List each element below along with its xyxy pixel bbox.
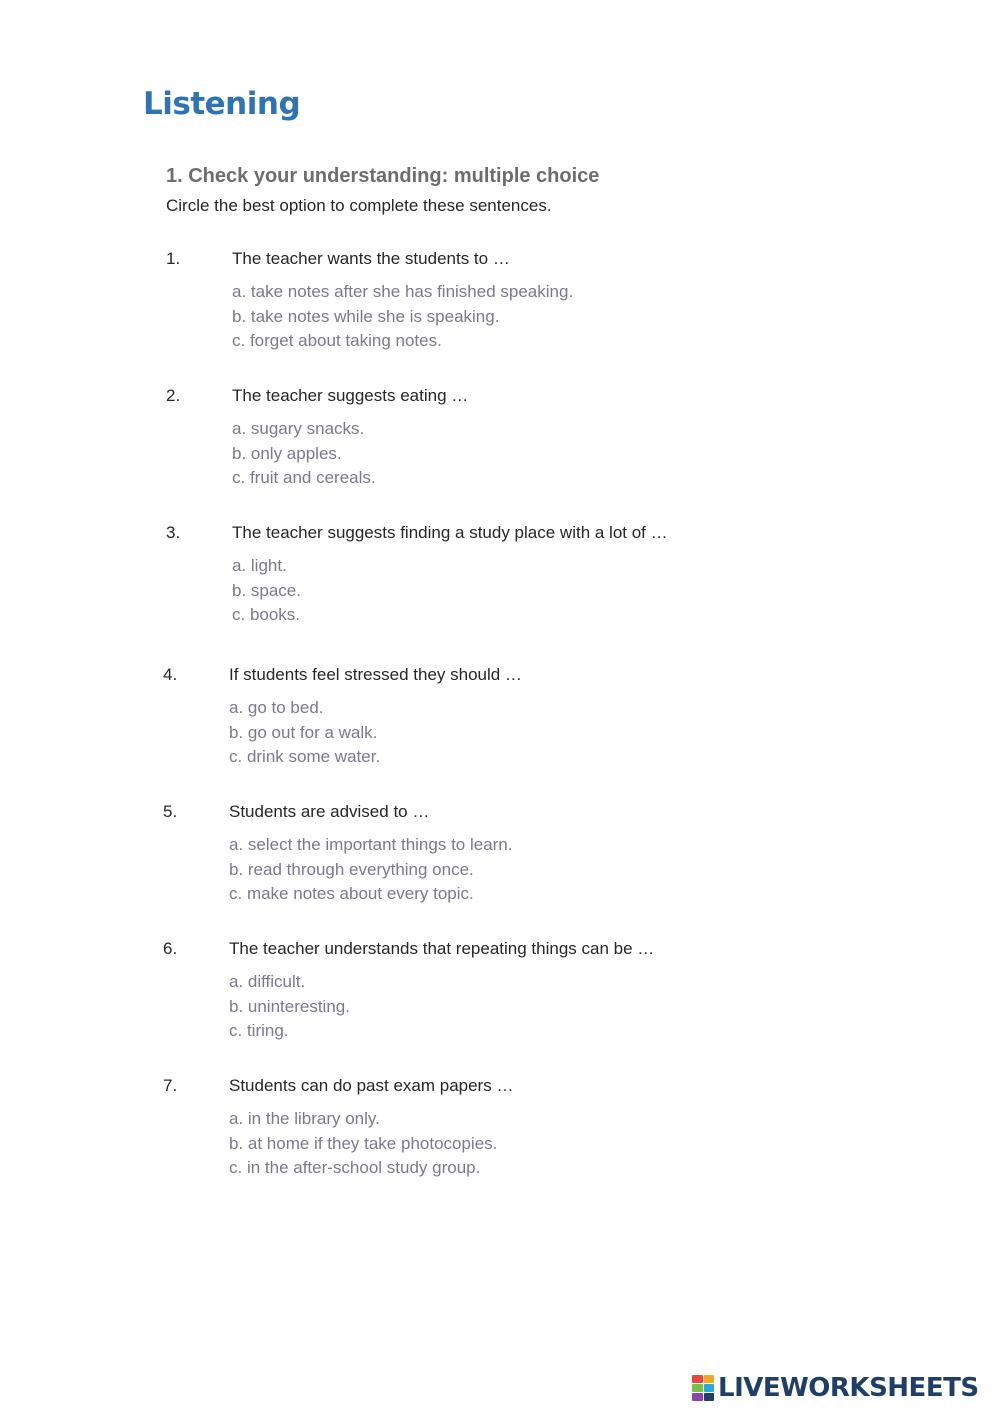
option-c[interactable]: c. forget about taking notes. [232, 331, 442, 350]
question-text: The teacher understands that repeating things can be … [229, 939, 655, 958]
question-number: 6. [163, 939, 178, 958]
question-number: 1. [166, 249, 181, 268]
option-b[interactable]: b. at home if they take photocopies. [229, 1133, 498, 1153]
option-b[interactable]: b. go out for a walk. [229, 722, 378, 742]
option-list [229, 970, 350, 1044]
option-a[interactable]: a. sugary snacks. [232, 419, 365, 438]
option-list [229, 833, 513, 907]
option-list [232, 280, 573, 354]
liveworksheets-logo-icon [692, 1375, 714, 1401]
question-number: 7. [163, 1076, 178, 1095]
brand-text: LIVEWORKSHEETS [718, 1373, 979, 1403]
question-text: The teacher wants the students to … [232, 249, 510, 268]
page-title: Listening [143, 86, 301, 122]
section-heading: 1. Check your understanding: multiple choice [166, 165, 600, 187]
question-text: Students are advised to … [229, 802, 430, 821]
question-number: 3. [166, 523, 181, 542]
option-a[interactable]: a. select the important things to learn. [229, 835, 513, 854]
option-list [229, 1107, 497, 1181]
question-text: The teacher suggests finding a study place with a lot of … [232, 523, 668, 542]
question-text: If students feel stressed they should … [229, 665, 522, 684]
option-a[interactable]: a. difficult. [229, 972, 306, 991]
instruction-text: Circle the best option to complete these sentences. [166, 196, 552, 215]
question-text: The teacher suggests eating … [232, 386, 469, 405]
option-b[interactable]: b. read through everything once. [229, 859, 474, 879]
option-b[interactable]: b. space. [232, 580, 301, 600]
question-number: 2. [166, 386, 181, 405]
option-a[interactable]: a. light. [232, 556, 287, 575]
option-c[interactable]: c. tiring. [229, 1021, 289, 1040]
option-a[interactable]: a. go to bed. [229, 698, 324, 717]
option-b[interactable]: b. only apples. [232, 443, 342, 463]
option-a[interactable]: a. in the library only. [229, 1109, 380, 1128]
option-c[interactable]: c. books. [232, 605, 301, 624]
question-text: Students can do past exam papers … [229, 1076, 514, 1095]
option-a[interactable]: a. take notes after she has finished speaking. [232, 282, 574, 301]
option-list [232, 417, 376, 491]
option-c[interactable]: c. drink some water. [229, 747, 381, 766]
option-c[interactable]: c. fruit and cereals. [232, 468, 376, 487]
liveworksheets-logo [692, 1373, 979, 1403]
option-c[interactable]: c. in the after-school study group. [229, 1158, 481, 1177]
option-list [229, 696, 380, 770]
option-c[interactable]: c. make notes about every topic. [229, 884, 474, 903]
option-list [232, 554, 301, 628]
option-b[interactable]: b. take notes while she is speaking. [232, 306, 500, 326]
question-number: 5. [163, 802, 178, 821]
question-number: 4. [163, 665, 178, 684]
option-b[interactable]: b. uninteresting. [229, 996, 350, 1016]
